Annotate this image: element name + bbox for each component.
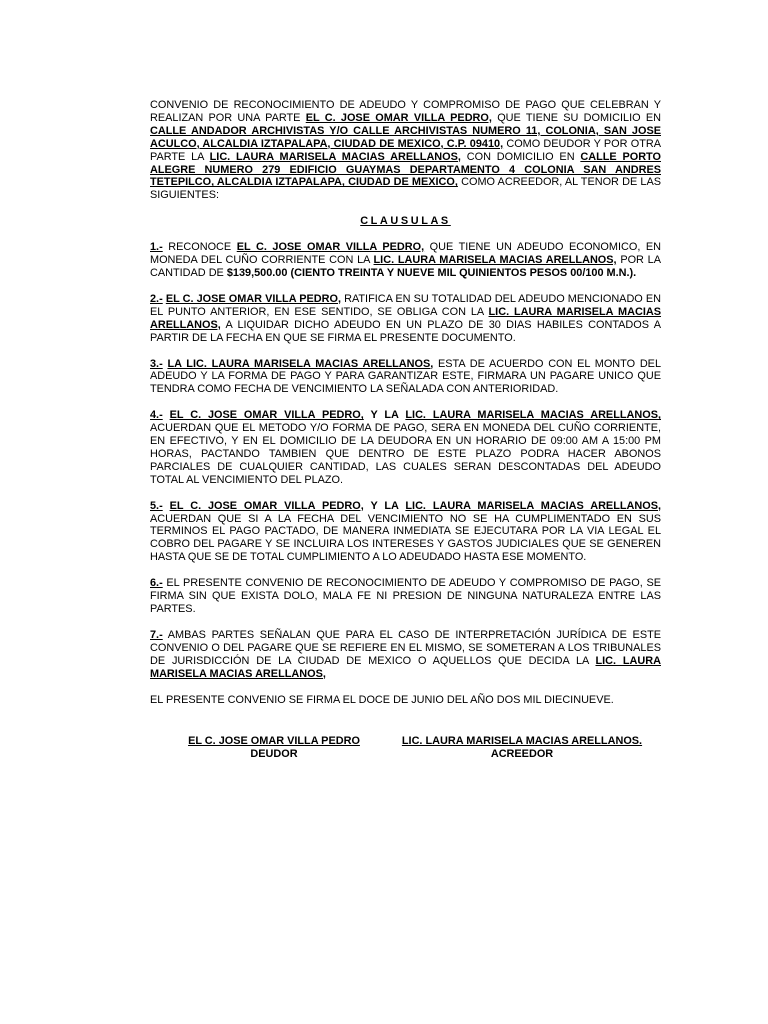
creditor-name: LIC. LAURA MARISELA MACIAS ARELLANOS, [373,254,617,267]
debtor-name: EL C. JOSE OMAR VILLA PEDRO, [305,111,492,124]
debtor-name: EL C. JOSE OMAR VILLA PEDRO, [236,241,425,254]
clause-3 [150,358,661,397]
debtor-signature-role: DEUDOR [250,748,298,760]
debt-amount: $139,500.00 (CIENTO TREINTA Y NUEVE MIL QUINIENTOS PESOS 00/100 M.N.). [226,266,637,279]
clause-4 [150,409,661,486]
clause-number: 3.- [150,357,163,370]
clause-text: ACUERDAN QUE EL METODO Y/O FORMA DE PAGO, SERA EN MONEDA DEL CUÑO CORRIENTE, EN EFECTIVO, Y EN EL DOMICILIO DE LA DEUDORA EN UN HORARIO DE 09:00 AM A 15:00 PM HORAS, PACTANDO TAMBIEN QUE DENTRO DE ESTE PLAZO PODRA HACER ABONOS PARCIALES DE CUALQUIER CANTIDAD, LAS CUALES SERAN DESCONTADAS DEL ADEUDO TOTAL AL VENCIMIENTO DEL PLAZO. [150,422,661,486]
intro-text: CONVENIO DE RECONOCIMIENTO DE ADEUDO Y COMPROMISO DE PAGO QUE CELEBRAN Y REALIZAN POR UNA PARTE [150,99,661,124]
clause-text: ESTA DE ACUERDO CON EL MONTO DEL ADEUDO Y LA FORMA DE PAGO Y PARA GARANTIZAR ESTE, FIRMARA UN PAGARE UNICO QUE TENDRA COMO FECHA DE VENCIMIENTO LA SEÑALADA CON ANTERIORIDAD. [150,357,662,396]
creditor-name: LIC. LAURA MARISELA MACIAS ARELLANOS, [405,409,661,422]
intro-text: QUE TIENE SU DOMICILIO EN [491,111,661,124]
debtor-signature-name: EL C. JOSE OMAR VILLA PEDRO [188,735,360,747]
debtor-name: EL C. JOSE OMAR VILLA PEDRO, [165,292,341,305]
clause-6 [150,577,661,616]
clause-2 [150,293,661,345]
clause-text: AMBAS PARTES SEÑALAN QUE PARA EL CASO DE INTERPRETACIÓN JURÍDICA DE ESTE CONVENIO O DEL PAGARE QUE SE REFIERE EN EL MISMO, SE SOMETERAN A LOS TRIBUNALES DE JURISDICCIÓN DE LA CIUDAD DE MEXICO O AQUELLOS QUE DECIDA LA [150,628,661,667]
clause-5 [150,500,661,565]
debtor-name: EL C. JOSE OMAR VILLA PEDRO, [169,409,364,422]
clause-text: Y LA [363,499,406,512]
closing-statement: EL PRESENTE CONVENIO SE FIRMA EL DOCE DE JUNIO DEL AÑO DOS MIL DIECINUEVE. [150,693,614,706]
clause-number: 4.- [150,409,163,422]
intro-paragraph [150,99,661,202]
creditor-signature-name: LIC. LAURA MARISELA MACIAS ARELLANOS. [401,735,643,747]
creditor-name: LIC. LAURA MARISELA MACIAS ARELLANOS, [150,305,662,331]
clause-text: POR LA CANTIDAD DE [150,254,661,279]
clause-text: A LIQUIDAR DICHO ADEUDO EN UN PLAZO DE 30 DIAS HABILES CONTADOS A PARTIR DE LA FECHA EN QUE SE FIRMA EL PRESENTE DOCUMENTO. [150,318,661,344]
debtor-address: CALLE ANDADOR ARCHIVISTAS Y/O CALLE ARCHIVISTAS NUMERO 11, COLONIA, SAN JOSE ACULCO, ALCALDIA IZTAPALAPA, CIUDAD DE MEXICO, C.P. 09410, [150,124,661,150]
intro-text: COMO ACREEDOR, AL TENOR DE LAS SIGUIENTES: [150,176,661,202]
creditor-name: LA LIC. LAURA MARISELA MACIAS ARELLANOS, [167,357,434,370]
clause-number: 6.- [150,577,163,590]
clause-text: RATIFICA EN SU TOTALIDAD DEL ADEUDO MENCIONADO EN EL PUNTO ANTERIOR, EN ESE SENTIDO, SE OBLIGA CON LA [150,292,661,318]
creditor-address: CALLE PORTO ALEGRE NUMERO 279 EDIFICIO GUAYMAS DEPARTAMENTO 4 COLONIA SAN ANDRES TETEPILCO, ALCALDIA IZTAPALAPA, CIUDAD DE MEXICO, [150,150,661,189]
clause-text: QUE TIENE UN ADEUDO ECONOMICO, EN MONEDA DEL CUÑO CORRIENTE CON LA [150,241,661,267]
creditor-name: LIC. LAURA MARISELA MACIAS ARELLANOS, [405,499,661,512]
creditor-signature [388,735,656,761]
clause-text: ACUERDAN QUE SI A LA FECHA DEL VENCIMIENTO NO SE HA CUMPLIMENTADO EN SUS TERMINOS EL PAGO PACTADO, DE MANERA INMEDIATA SE EJECUTARA POR LA VIA LEGAL EL COBRO DEL PAGARE Y SE INCLUIRA LOS INTERESES Y GASTOS JUDICIALES QUE SE GENEREN HASTA QUE SE DE TOTAL CUMPLIMIENTO A LO ADEUDADO HASTA ESE MOMENTO. [150,512,661,564]
clause-7 [150,629,661,681]
clauses-heading: CLAUSULAS [360,215,451,228]
clause-text [163,409,170,421]
clause-1 [150,241,661,280]
creditor-name: LIC. LAURA MARISELA MACIAS ARELLANOS, [150,654,661,680]
clause-text: EL PRESENTE CONVENIO DE RECONOCIMIENTO DE ADEUDO Y COMPROMISO DE PAGO, SE FIRMA SIN QUE EXISTA DOLO, MALA FE NI PRESION DE NINGUNA NATURALEZA ENTRE LAS PARTES. [150,577,661,615]
clause-number: 7.- [150,628,163,641]
document-body [150,99,661,719]
clause-number: 1.- [150,241,163,254]
debtor-signature [188,735,360,761]
clause-text: Y LA [363,409,406,422]
clause-number: 5.- [150,499,163,512]
intro-text: CON DOMICILIO EN [460,150,581,163]
clause-text [163,500,170,512]
clause-number: 2.- [150,292,163,305]
debtor-name: EL C. JOSE OMAR VILLA PEDRO, [169,499,364,512]
clause-text: RECONOCE [162,241,237,254]
creditor-name: LIC. LAURA MARISELA MACIAS ARELLANOS, [209,150,461,163]
intro-text: COMO DEUDOR Y POR OTRA PARTE LA [150,137,661,163]
creditor-signature-role: ACREEDOR [490,748,554,760]
